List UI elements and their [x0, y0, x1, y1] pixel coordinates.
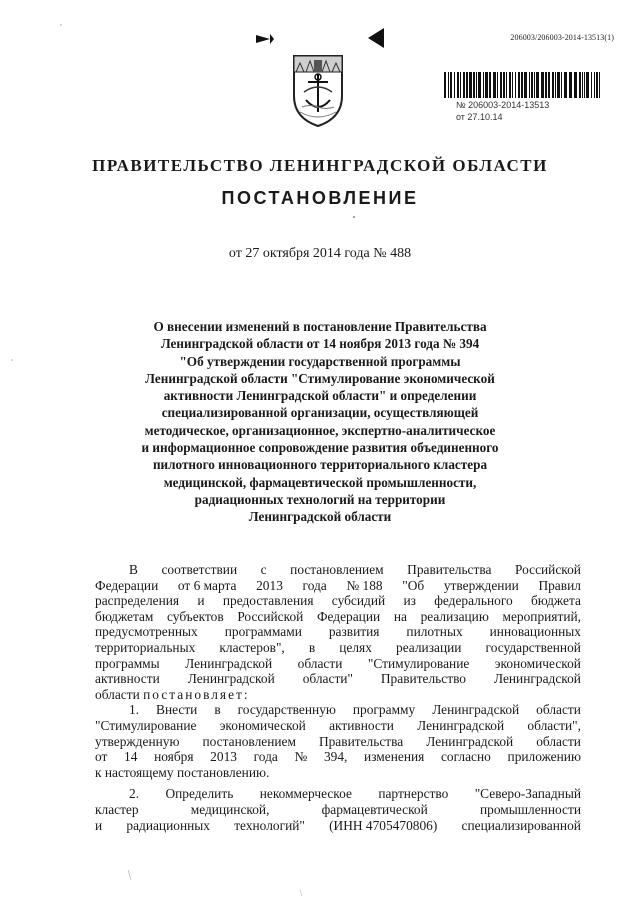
- barcode-bar: [596, 72, 598, 98]
- word: государственной: [485, 639, 581, 655]
- text-line: [95, 624, 581, 640]
- barcode-bar: [557, 72, 560, 98]
- word: инновационных: [489, 624, 581, 640]
- barcode-bar: [489, 72, 491, 98]
- word: года: [253, 749, 278, 765]
- word: субсидий: [331, 593, 386, 609]
- barcode-bar: [485, 72, 488, 98]
- barcode-bar: [582, 72, 583, 98]
- barcode-bar: [569, 72, 572, 98]
- subject-line: радиационных технологий на территории: [194, 491, 446, 507]
- subject-line: методическое, организационное, экспертно-аналитическое: [144, 422, 496, 438]
- word: пилотных: [406, 624, 463, 640]
- barcode-bar: [473, 72, 475, 98]
- barcode-bar: [534, 72, 535, 98]
- word: области",: [527, 717, 581, 733]
- subject-line: и информационное сопровождение развития объединенного: [141, 440, 499, 456]
- word: Правительства: [407, 562, 492, 577]
- barcode-bar: [529, 72, 530, 98]
- word: от 6 марта: [177, 577, 237, 593]
- barcode-bar: [500, 72, 502, 98]
- barcode-bar: [512, 72, 513, 98]
- text-line: [95, 593, 581, 609]
- word: партнерство: [378, 786, 449, 802]
- barcode-bar: [448, 72, 449, 98]
- word: 14: [124, 749, 138, 765]
- subject-line: Ленинградской области: [248, 509, 392, 525]
- word: 2.: [129, 786, 140, 802]
- word: (ИНН 4705470806): [329, 817, 438, 833]
- word: "Об: [402, 577, 425, 593]
- barcode-bar: [561, 72, 562, 98]
- text-line: [95, 687, 581, 703]
- barcode-bar: [574, 72, 577, 98]
- paragraph-item-2: [95, 786, 581, 833]
- word: реализацию: [420, 608, 489, 624]
- barcode-bar: [545, 72, 547, 98]
- word: Российской: [237, 608, 304, 624]
- word: и: [197, 593, 205, 609]
- word: 394,: [323, 749, 348, 765]
- word: и: [95, 817, 103, 833]
- word: постановлением: [202, 733, 296, 749]
- word: программу: [352, 702, 416, 718]
- word: кластер: [95, 801, 139, 817]
- word: распределения: [95, 593, 180, 609]
- document-subject: [120, 318, 520, 526]
- paragraph-item-1: [95, 702, 581, 780]
- word: бюджета: [530, 593, 581, 609]
- word: Федерации: [95, 577, 159, 593]
- word: предоставления: [222, 593, 314, 609]
- word: активности: [329, 717, 394, 733]
- word: постановлением: [290, 562, 384, 577]
- text-line: [95, 702, 581, 718]
- word: области: [536, 702, 581, 718]
- scan-mark-icon: [256, 32, 274, 46]
- word: программами: [224, 624, 302, 640]
- barcode-bar: [509, 72, 511, 98]
- word: "Стимулирование: [367, 655, 470, 671]
- word: Определить: [165, 786, 234, 802]
- barcode-bar: [503, 72, 505, 98]
- barcode-bar: [586, 72, 589, 98]
- text-line: [95, 718, 581, 734]
- word: кластеров",: [219, 639, 285, 655]
- word: Ленинградской: [185, 655, 273, 671]
- word: Российской: [514, 562, 581, 577]
- word: из: [403, 593, 416, 609]
- word: Федерации: [316, 608, 381, 624]
- word: территориальных: [95, 639, 196, 655]
- word: с: [260, 562, 267, 577]
- word: субъектов: [167, 608, 224, 624]
- barcode-bar: [483, 72, 484, 98]
- word: Ленинградской: [426, 733, 514, 749]
- word: целях: [339, 639, 372, 655]
- word: программы: [95, 655, 160, 671]
- document-date-number: от 27 октября 2014 года № 488: [228, 246, 412, 261]
- word: экономической: [219, 717, 306, 733]
- word: ноября: [154, 749, 194, 765]
- barcode-bar: [584, 72, 585, 98]
- barcode-bar: [497, 72, 498, 98]
- text-line: [95, 656, 581, 672]
- text-line: к настоящему постановлению.: [95, 764, 270, 780]
- word: технологий": [234, 817, 305, 833]
- word: предусмотренных: [95, 624, 198, 640]
- text-line: [95, 802, 581, 818]
- barcode-bar: [469, 72, 472, 98]
- scan-mark-icon: [366, 28, 384, 48]
- document-body: [95, 562, 581, 833]
- barcode-bar: [564, 72, 567, 98]
- word: специализированной: [461, 817, 581, 833]
- text-line: [95, 786, 581, 802]
- barcode-bar: [521, 72, 523, 98]
- barcode-bar: [524, 72, 527, 98]
- word: В: [129, 562, 138, 577]
- barcode-bar: [555, 72, 556, 98]
- subject-line: О внесении изменений в постановление Правительства: [153, 319, 487, 334]
- word: №: [294, 749, 308, 765]
- word: года: [302, 577, 327, 593]
- barcode-bar: [599, 72, 600, 98]
- word: экономической: [494, 655, 581, 671]
- word: бюджетам: [95, 608, 154, 624]
- word: Ленинградской: [493, 671, 581, 687]
- word: Ленинградской: [432, 702, 520, 718]
- word: утверждении: [443, 577, 519, 593]
- word: "Северо-Западный: [474, 786, 581, 802]
- word: согласно: [440, 749, 491, 765]
- word: изменения: [364, 749, 425, 765]
- document-code: 206003/206003-2014-13513(1): [510, 33, 614, 42]
- organization-name: ПРАВИТЕЛЬСТВО ЛЕНИНГРАДСКОЙ ОБЛАСТИ: [92, 156, 548, 175]
- word: области: [297, 655, 343, 671]
- barcode-bar: [493, 72, 496, 98]
- registration-number: № 206003-2014-13513: [456, 100, 550, 110]
- word: утвержденную: [95, 733, 180, 749]
- barcode-bar: [579, 72, 581, 98]
- word: области: [95, 686, 140, 702]
- word: 2013: [256, 577, 283, 593]
- word: в: [308, 639, 316, 655]
- barcode-bar: [515, 72, 516, 98]
- barcode-bar: [506, 72, 507, 98]
- barcode-bar: [457, 72, 459, 98]
- word: области": [302, 671, 353, 687]
- word: на: [393, 608, 407, 624]
- barcode-bar: [444, 72, 446, 98]
- subject-line: активности Ленинградской области" и определении: [163, 388, 477, 404]
- word: области: [536, 733, 581, 749]
- barcode-bar: [450, 72, 452, 98]
- word: № 188: [346, 577, 383, 593]
- subject-line: "Об утверждении государственной программы: [179, 353, 461, 369]
- word: федерального: [434, 593, 513, 609]
- word: государственную: [237, 702, 336, 718]
- word: Внести: [156, 702, 198, 718]
- text-line: [95, 609, 581, 625]
- word: развития: [328, 624, 380, 640]
- word: промышленности: [479, 801, 581, 817]
- word: фармацевтической: [321, 801, 428, 817]
- word: реализации: [396, 639, 462, 655]
- word: Правительства: [318, 733, 404, 749]
- barcode-bar: [463, 72, 465, 98]
- word: активности: [95, 671, 160, 687]
- word: медицинской,: [190, 801, 270, 817]
- barcode: [444, 72, 602, 98]
- subject-line: специализированной организации, осуществляющей: [161, 405, 479, 421]
- word: 1.: [129, 702, 140, 718]
- barcode-bar: [541, 72, 544, 98]
- barcode-bar: [478, 72, 481, 98]
- barcode-bar: [454, 72, 455, 98]
- word: приложению: [507, 749, 581, 765]
- registration-date: от 27.10.14: [456, 112, 503, 122]
- word: от: [95, 749, 108, 765]
- barcode-bar: [536, 72, 539, 98]
- word: некоммерческое: [259, 786, 352, 802]
- paragraph-preamble: [95, 562, 581, 702]
- word: в: [214, 702, 221, 718]
- word: Ленинградской: [187, 671, 275, 687]
- barcode-bar: [548, 72, 550, 98]
- barcode-bar: [594, 72, 595, 98]
- text-line: [95, 734, 581, 750]
- text-line: [95, 749, 581, 765]
- word: Правил: [538, 577, 581, 593]
- resolves-word: постановляет:: [143, 686, 250, 702]
- word: "Стимулирование: [95, 717, 197, 733]
- barcode-bar: [552, 72, 554, 98]
- word: 2013: [210, 749, 237, 765]
- document-type-heading: ПОСТАНОВЛЕНИЕ: [221, 188, 419, 208]
- barcode-bar: [531, 72, 533, 98]
- word: мероприятий,: [502, 608, 581, 624]
- text-line: [95, 578, 581, 594]
- subject-line: пилотного инновационного территориального кластера: [152, 457, 488, 473]
- barcode-bar: [518, 72, 520, 98]
- barcode-bar: [466, 72, 468, 98]
- subject-line: Ленинградской области "Стимулирование экономической: [145, 370, 495, 386]
- barcode-bar: [591, 72, 592, 98]
- word: Ленинградской: [417, 717, 505, 733]
- barcode-bar: [460, 72, 461, 98]
- subject-line: медицинской, фармацевтической промышленности,: [163, 474, 477, 490]
- word: радиационных: [126, 817, 210, 833]
- barcode-bar: [476, 72, 477, 98]
- text-line: [95, 818, 581, 834]
- word: соответствии: [161, 562, 238, 577]
- coat-of-arms-emblem: [286, 52, 350, 128]
- text-line: [95, 640, 581, 656]
- subject-line: Ленинградской области от 14 ноября 2013 года № 394: [160, 336, 480, 352]
- word: Правительство: [380, 671, 466, 687]
- text-line: [95, 562, 581, 578]
- text-line: [95, 671, 581, 687]
